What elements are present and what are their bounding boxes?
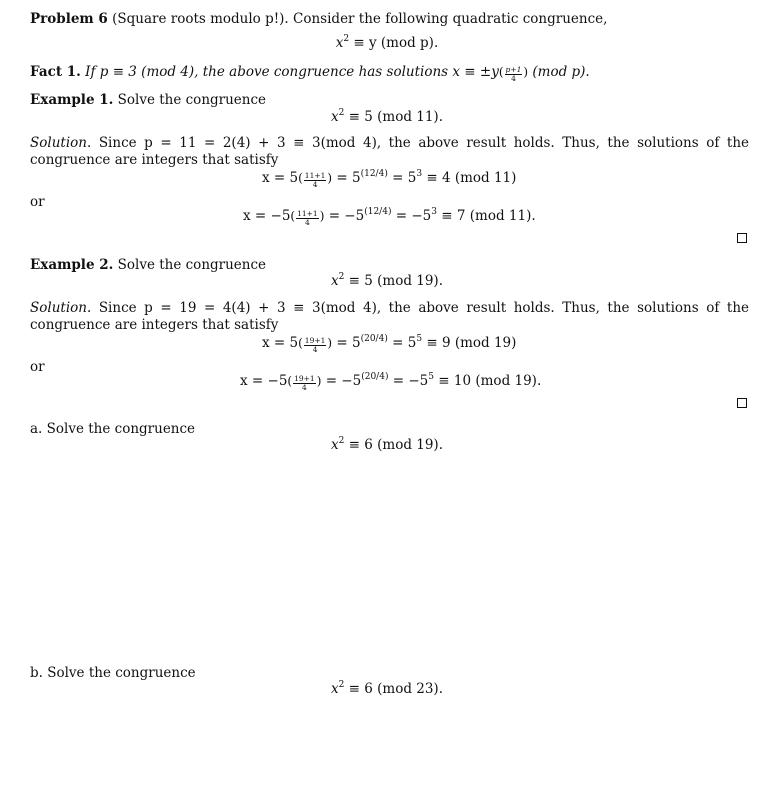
- example-1-heading: Example 1. Solve the congruence: [30, 92, 267, 108]
- example-1-equation-2: x = −5( $\frac{11+1}{4}$ ) = $-5^{(12/4)} = -5^3 \equiv 7$ (mod 11).: [243, 207, 536, 227]
- part-b-label: b.: [30, 665, 43, 681]
- example-2-equation-1: x = 5( $\frac{19+1}{4}$ ) = $5^{(20/4)} = 5^5 \equiv 9$ (mod 19): [262, 334, 517, 354]
- solution-label: Solution.: [30, 135, 92, 151]
- fact-label: Fact 1.: [30, 64, 81, 80]
- part-a-congruence: $x^2 \equiv 6$ (mod 19).: [330, 436, 443, 453]
- example-2-equation-2: x = −5( $\frac{19+1}{4}$ ) = $-5^{(20/4)} = -5^5 \equiv 10$ (mod 19).: [240, 372, 542, 392]
- qed-box-icon: [737, 233, 747, 243]
- example-1-label: Example 1.: [30, 92, 114, 108]
- example-1-congruence: $x^2 \equiv 5$ (mod 11).: [330, 108, 443, 125]
- example-1-or: or: [30, 194, 45, 210]
- example-2-congruence: $x^2 \equiv 5$ (mod 19).: [330, 272, 443, 289]
- example-2-or: or: [30, 359, 45, 375]
- example-2-label: Example 2.: [30, 257, 114, 273]
- qed-box-icon: [737, 398, 747, 408]
- example-1-solution: Solution. Since p = 11 = 2(4) + 3 ≡ 3(mod 4), the above result holds. Thus, the solutions of the congruence are integers that satisfy: [30, 135, 749, 168]
- part-b-heading: b. Solve the congruence: [30, 665, 196, 681]
- problem-heading: [30, 11, 607, 27]
- problem-intro: Consider the following quadratic congruence,: [293, 11, 608, 27]
- example-1-equation-1: x = 5( $\frac{11+1}{4}$ ) = $5^{(12/4)} = 5^3 \equiv 4$ (mod 11): [262, 169, 517, 189]
- fact-1: Fact 1. If p ≡ 3 (mod 4), the above congruence has solutions x ≡ ±y( $\frac{p+1}{4}$ ) (mod p).: [30, 64, 590, 83]
- example-2-heading: Example 2. Solve the congruence: [30, 257, 267, 273]
- fact-text: If p ≡ 3 (mod 4), the above congruence has solutions x ≡ ±y: [85, 64, 499, 80]
- part-a-heading: a. Solve the congruence: [30, 421, 196, 437]
- fact-exponent-fraction: $\frac{p+1}{4}$: [505, 65, 522, 83]
- part-b-congruence: $x^2 \equiv 6$ (mod 23).: [330, 680, 443, 697]
- problem-title: (Square roots modulo p!).: [112, 11, 289, 27]
- problem-congruence: $x^2 \equiv y$ (mod p).: [335, 34, 439, 51]
- problem-label: Problem 6: [30, 11, 108, 27]
- example-2-solution: Solution. Since p = 19 = 4(4) + 3 ≡ 3(mod 4), the above result holds. Thus, the solutions of the congruence are integers that satisfy: [30, 300, 749, 333]
- part-a-label: a.: [30, 421, 43, 437]
- solution-label: Solution.: [30, 300, 92, 316]
